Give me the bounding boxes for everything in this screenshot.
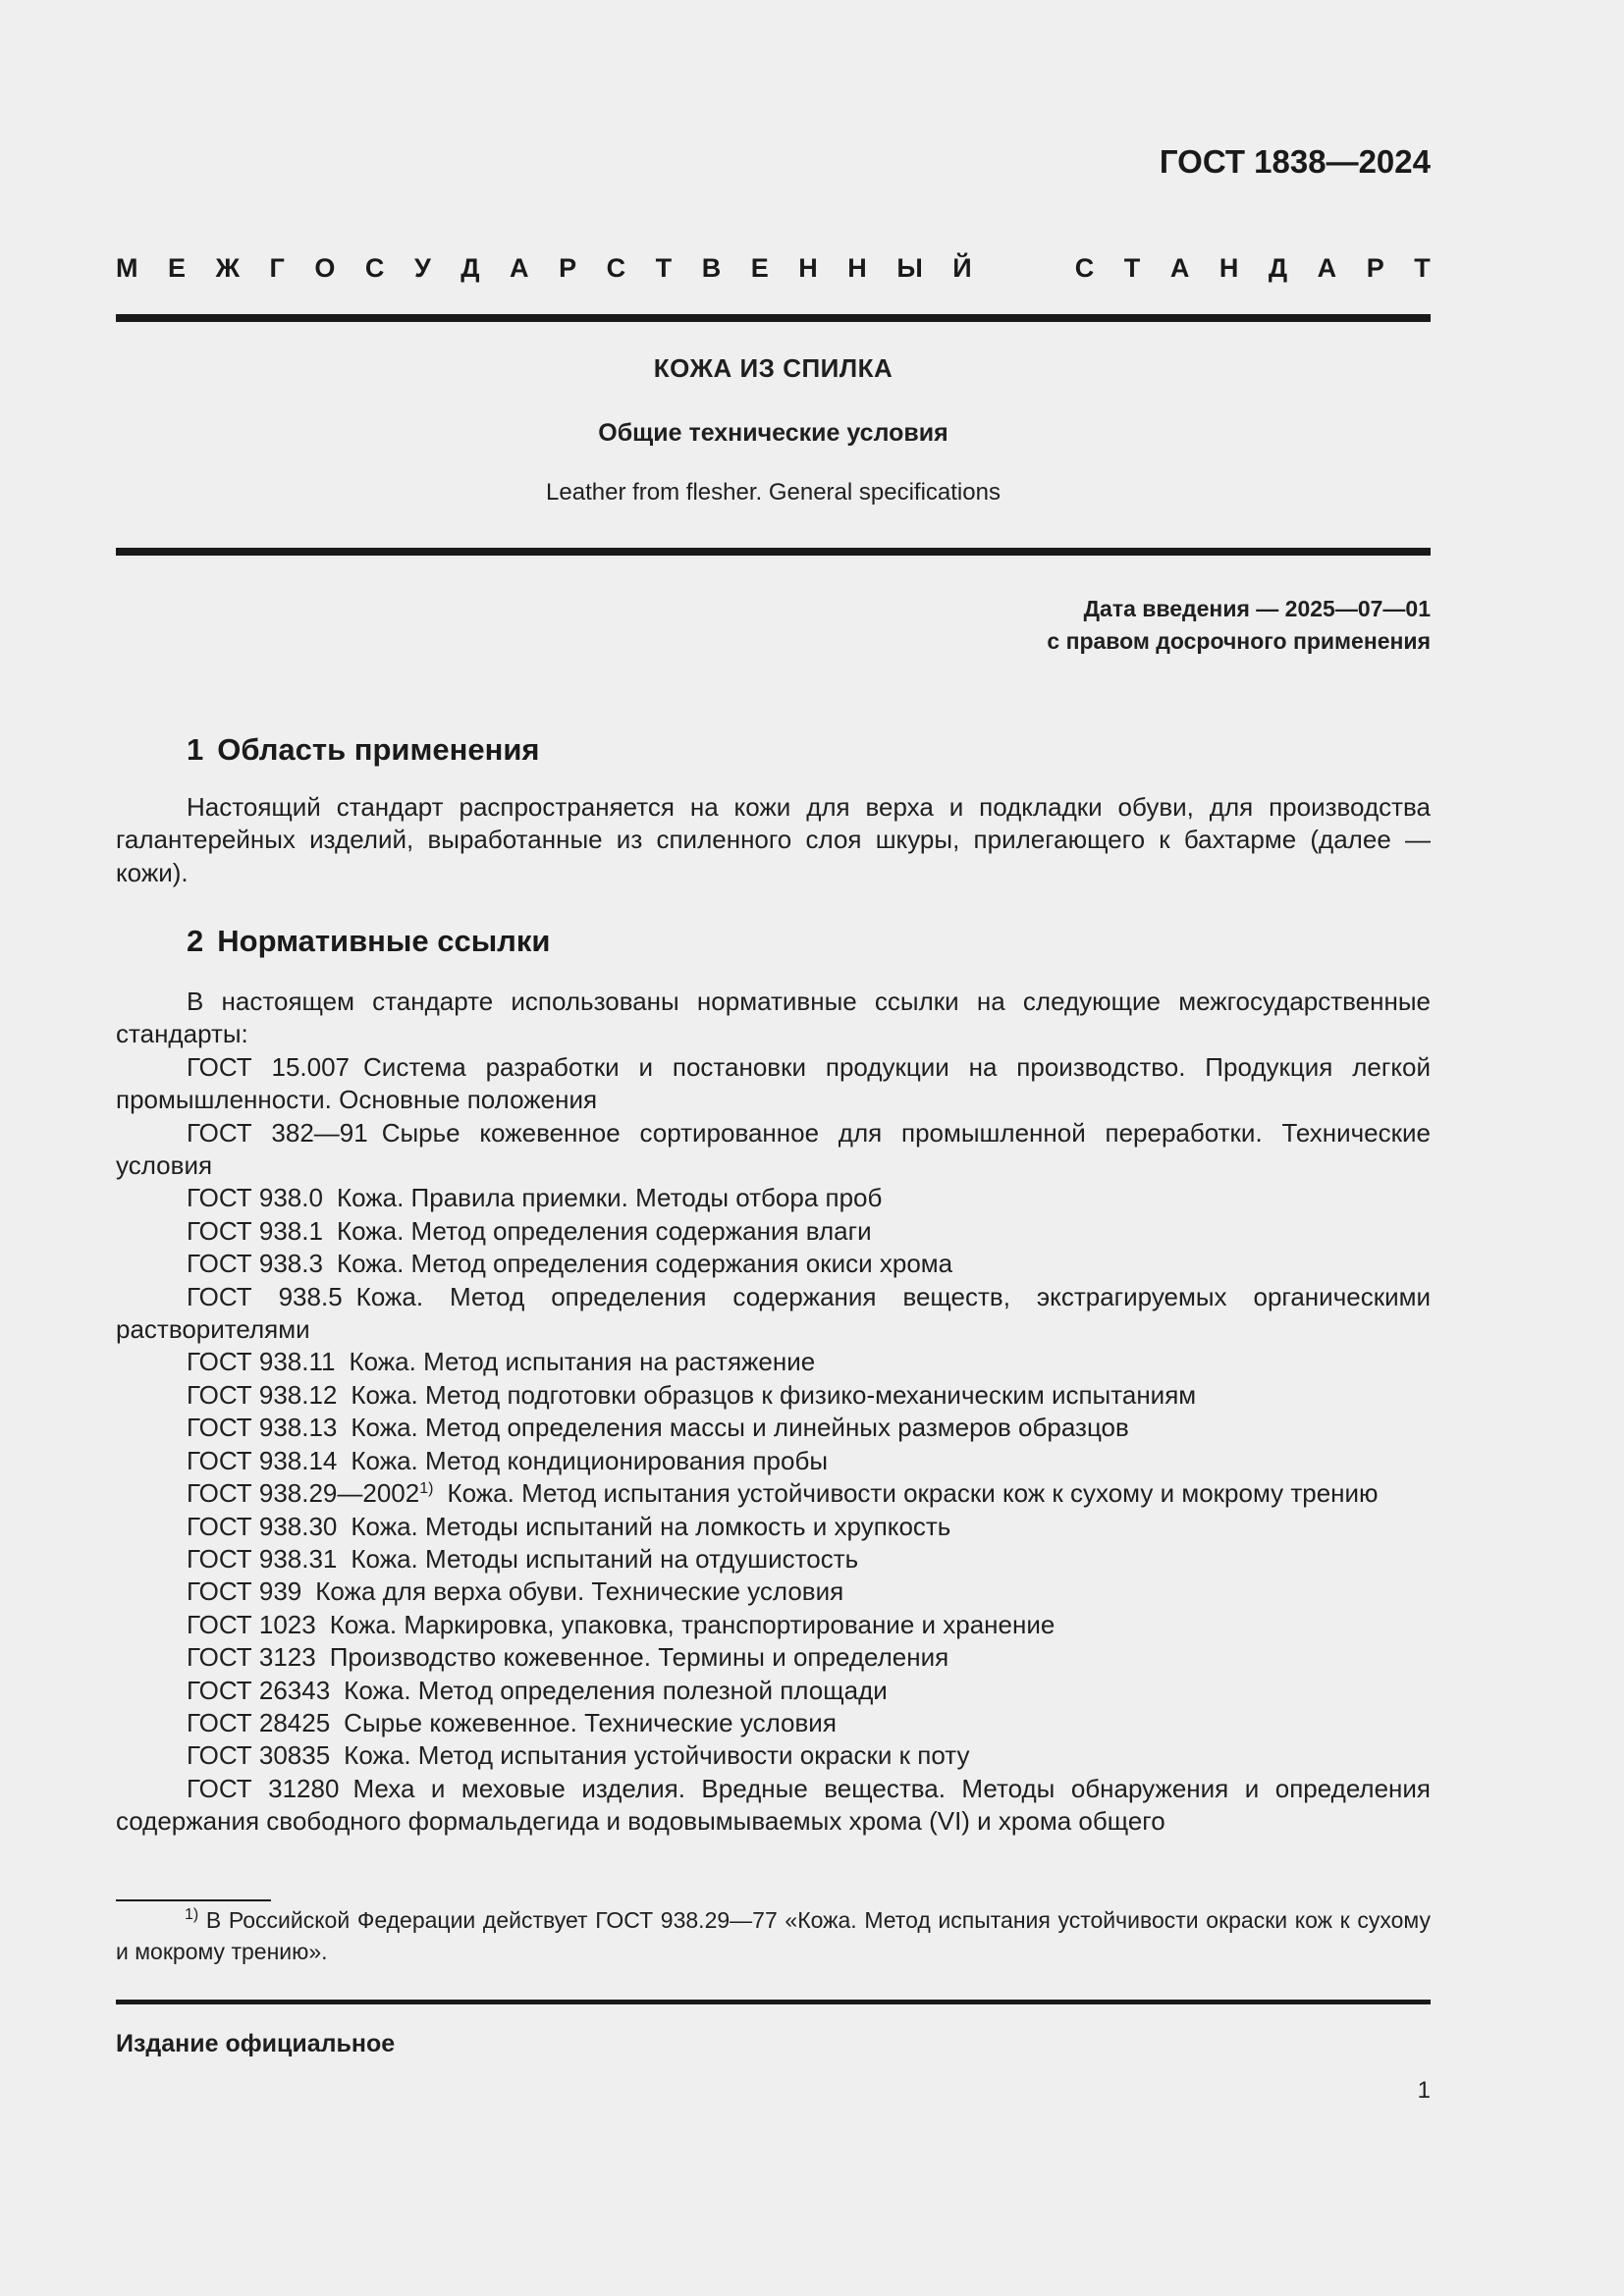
heading-letter: С bbox=[606, 253, 626, 283]
reference-code-text: ГОСТ 1023 bbox=[187, 1609, 316, 1639]
normative-reference-item bbox=[116, 1609, 1431, 1641]
normative-reference-item bbox=[116, 1773, 1431, 1839]
section-1-paragraph: Настоящий стандарт распространяется на кожи для верха и подкладки обуви, для производства галантерейных изделий, выработанные из спиленного слоя шкуры, прилегающего к бахтарме (далее — кожи). bbox=[116, 792, 1431, 887]
introduction-date: Дата введения — 2025—07—01 bbox=[1083, 596, 1431, 621]
normative-reference-item bbox=[116, 1215, 1431, 1248]
reference-title: Кожа. Методы испытаний на отдушистость bbox=[351, 1543, 859, 1574]
normative-reference-item bbox=[116, 1543, 1431, 1575]
reference-title: Кожа. Метод определения массы и линейных размеров образцов bbox=[351, 1413, 1129, 1443]
reference-code bbox=[187, 1478, 433, 1508]
reference-code-text: ГОСТ 938.14 bbox=[187, 1445, 338, 1475]
section-2-body bbox=[116, 986, 1431, 1839]
heading-letter: Е bbox=[750, 253, 769, 283]
reference-code bbox=[187, 1512, 337, 1541]
heading-letter: С bbox=[364, 253, 385, 283]
official-edition-label: Издание официальное bbox=[116, 2030, 396, 2057]
reference-code-text: ГОСТ 30835 bbox=[187, 1740, 331, 1771]
section-2-intro: В настоящем стандарте использованы нормативные ссылки на следующие межгосударственные стандарты: bbox=[116, 987, 1431, 1049]
reference-code bbox=[187, 1576, 301, 1606]
heading-letter: Й bbox=[952, 253, 972, 283]
reference-code-text: ГОСТ 26343 bbox=[187, 1675, 331, 1705]
reference-code bbox=[187, 1610, 316, 1639]
section-1-number: 1 bbox=[187, 732, 204, 767]
reference-code bbox=[187, 1446, 337, 1475]
reference-title: Производство кожевенное. Термины и определения bbox=[329, 1642, 949, 1673]
section-1-body bbox=[116, 791, 1431, 889]
normative-reference-item bbox=[116, 1739, 1431, 1772]
reference-code-text: ГОСТ 15.007 bbox=[187, 1051, 351, 1082]
reference-code bbox=[187, 1413, 337, 1442]
reference-title: Кожа. Метод подготовки образцов к физико-механическим испытаниям bbox=[351, 1379, 1197, 1410]
heading-letter: М bbox=[116, 253, 138, 283]
reference-code-text: ГОСТ 938.29—2002 bbox=[187, 1478, 420, 1509]
reference-title: Кожа. Метод определения содержания окиси хрома bbox=[336, 1249, 953, 1279]
reference-code-text: ГОСТ 938.12 bbox=[187, 1379, 338, 1410]
normative-reference-item bbox=[116, 1346, 1431, 1378]
heading-letter: А bbox=[510, 253, 529, 283]
reference-title: Кожа. Метод определения содержания влаги bbox=[336, 1215, 872, 1246]
normative-reference-item bbox=[116, 1575, 1431, 1608]
heading-letter: Т bbox=[1123, 253, 1141, 283]
normative-reference-item bbox=[116, 1412, 1431, 1444]
reference-code-text: ГОСТ 938.0 bbox=[187, 1183, 323, 1213]
reference-title: Меха и меховые изделия. Вредные вещества. Методы обнаружения и определения содержания свободного формальдегида и водовымываемых хрома (VI) и хрома общего bbox=[116, 1773, 1432, 1837]
reference-code bbox=[187, 1774, 339, 1803]
heading-letter: Н bbox=[1218, 253, 1239, 283]
reference-code-text: ГОСТ 31280 bbox=[187, 1773, 340, 1803]
reference-code bbox=[187, 1216, 323, 1246]
reference-code bbox=[187, 1708, 330, 1737]
normative-reference-item bbox=[116, 1281, 1431, 1347]
footnote bbox=[116, 1904, 1431, 1967]
document-title: КОЖА ИЗ СПИЛКА bbox=[653, 353, 893, 383]
normative-reference-item bbox=[116, 1379, 1431, 1412]
heading-letter: А bbox=[1317, 253, 1337, 283]
reference-code-text: ГОСТ 3123 bbox=[187, 1642, 316, 1673]
reference-code bbox=[187, 1642, 316, 1672]
reference-code bbox=[187, 1380, 337, 1410]
heading-letter: Ы bbox=[896, 253, 923, 283]
reference-code bbox=[187, 1052, 350, 1082]
reference-title: Кожа. Правила приемки. Методы отбора проб bbox=[336, 1183, 883, 1213]
reference-code-text: ГОСТ 938.31 bbox=[187, 1543, 338, 1574]
normative-reference-item bbox=[116, 1051, 1431, 1117]
heading-letter: Д bbox=[460, 253, 480, 283]
reference-title: Кожа. Метод определения содержания веществ, экстрагируемых органическими растворителями bbox=[116, 1281, 1431, 1345]
heading-letter: О bbox=[314, 253, 336, 283]
reference-code-text: ГОСТ 938.13 bbox=[187, 1413, 338, 1443]
reference-code-text: ГОСТ 938.5 bbox=[187, 1281, 343, 1311]
section-2-number: 2 bbox=[187, 924, 204, 958]
heading-letter: В bbox=[701, 253, 722, 283]
heading-letter: Р bbox=[1366, 253, 1384, 283]
reference-code bbox=[187, 1676, 330, 1705]
section-2-title: Нормативные ссылки bbox=[217, 924, 551, 958]
normative-reference-item bbox=[116, 1182, 1431, 1214]
reference-code-text: ГОСТ 938.30 bbox=[187, 1511, 338, 1541]
normative-reference-item bbox=[116, 1248, 1431, 1280]
heading-letter: Е bbox=[168, 253, 187, 283]
reference-title: Кожа. Метод определения полезной площади bbox=[344, 1675, 888, 1705]
reference-code-text: ГОСТ 28425 bbox=[187, 1707, 331, 1737]
footer-rule bbox=[116, 2000, 1431, 2004]
normative-reference-item bbox=[116, 1117, 1431, 1183]
heading-letter: С bbox=[1074, 253, 1095, 283]
reference-code-text: ГОСТ 939 bbox=[187, 1576, 302, 1607]
section-2-heading bbox=[187, 924, 550, 959]
normative-reference-item bbox=[116, 1477, 1431, 1510]
reference-code-text: ГОСТ 938.1 bbox=[187, 1215, 323, 1246]
reference-title: Система разработки и постановки продукции на производство. Продукция легкой промышленности. Основные положения bbox=[116, 1051, 1431, 1115]
reference-code-text: ГОСТ 382—91 bbox=[187, 1117, 368, 1148]
heading-letter: Н bbox=[847, 253, 867, 283]
page-number: 1 bbox=[1417, 2077, 1431, 2104]
reference-title: Кожа. Метод испытания устойчивости окраски кож к сухому и мокрому трению bbox=[447, 1478, 1379, 1509]
reference-title: Сырье кожевенное сортированное для промышленной переработки. Технические условия bbox=[116, 1117, 1431, 1181]
heading-letter: Т bbox=[655, 253, 673, 283]
reference-code bbox=[187, 1183, 323, 1212]
heading-word-gap bbox=[1001, 253, 1045, 284]
normative-reference-item bbox=[116, 1707, 1431, 1739]
early-application-note: с правом досрочного применения bbox=[1047, 628, 1431, 654]
reference-code-text: ГОСТ 938.11 bbox=[187, 1347, 336, 1377]
heading-letter: У bbox=[413, 253, 431, 283]
reference-title: Сырье кожевенное. Технические условия bbox=[344, 1707, 837, 1737]
reference-title: Кожа. Маркировка, упаковка, транспортирование и хранение bbox=[329, 1609, 1056, 1639]
heading-letter: Г bbox=[269, 253, 285, 283]
heading-letter: Т bbox=[1414, 253, 1431, 283]
reference-code bbox=[187, 1118, 368, 1148]
reference-code bbox=[187, 1249, 323, 1278]
normative-reference-item bbox=[116, 1641, 1431, 1674]
introduction-date-block bbox=[1047, 593, 1431, 658]
reference-code bbox=[187, 1347, 335, 1376]
heading-letter: А bbox=[1169, 253, 1190, 283]
header-rule-bottom bbox=[116, 548, 1431, 556]
footnote-separator bbox=[116, 1899, 271, 1901]
reference-code bbox=[187, 1740, 330, 1770]
heading-letter: Н bbox=[798, 253, 818, 283]
heading-letter: Ж bbox=[215, 253, 240, 283]
reference-code-text: ГОСТ 938.3 bbox=[187, 1249, 323, 1279]
normative-reference-item bbox=[116, 1675, 1431, 1707]
header-rule-top bbox=[116, 314, 1431, 322]
footnote-marker: 1) bbox=[185, 1906, 199, 1923]
reference-title: Кожа для верха обуви. Технические условия bbox=[315, 1576, 844, 1607]
normative-reference-item bbox=[116, 1445, 1431, 1477]
section-1-title: Область применения bbox=[217, 732, 540, 767]
footnote-reference-marker: 1) bbox=[419, 1480, 434, 1498]
heading-letter: Р bbox=[559, 253, 577, 283]
document-subtitle: Общие технические условия bbox=[598, 419, 948, 447]
normative-reference-item bbox=[116, 1511, 1431, 1543]
reference-title: Кожа. Метод испытания на растяжение bbox=[349, 1347, 816, 1377]
reference-title: Кожа. Методы испытаний на ломкость и хрупкость bbox=[351, 1511, 951, 1541]
standard-type-heading bbox=[116, 253, 1431, 284]
heading-letter: Д bbox=[1268, 253, 1288, 283]
document-number: ГОСТ 1838—2024 bbox=[1159, 143, 1431, 180]
reference-code bbox=[187, 1544, 337, 1574]
section-1-heading bbox=[187, 732, 540, 768]
reference-title: Кожа. Метод испытания устойчивости окраски к поту bbox=[344, 1740, 970, 1771]
document-english-title: Leather from flesher. General specifications bbox=[546, 479, 1001, 506]
reference-code bbox=[187, 1282, 343, 1311]
footnote-text: В Российской Федерации действует ГОСТ 938.29—77 «Кожа. Метод испытания устойчивости окраски кож к сухому и мокрому трению». bbox=[116, 1907, 1432, 1964]
reference-title: Кожа. Метод кондиционирования пробы bbox=[351, 1445, 829, 1475]
